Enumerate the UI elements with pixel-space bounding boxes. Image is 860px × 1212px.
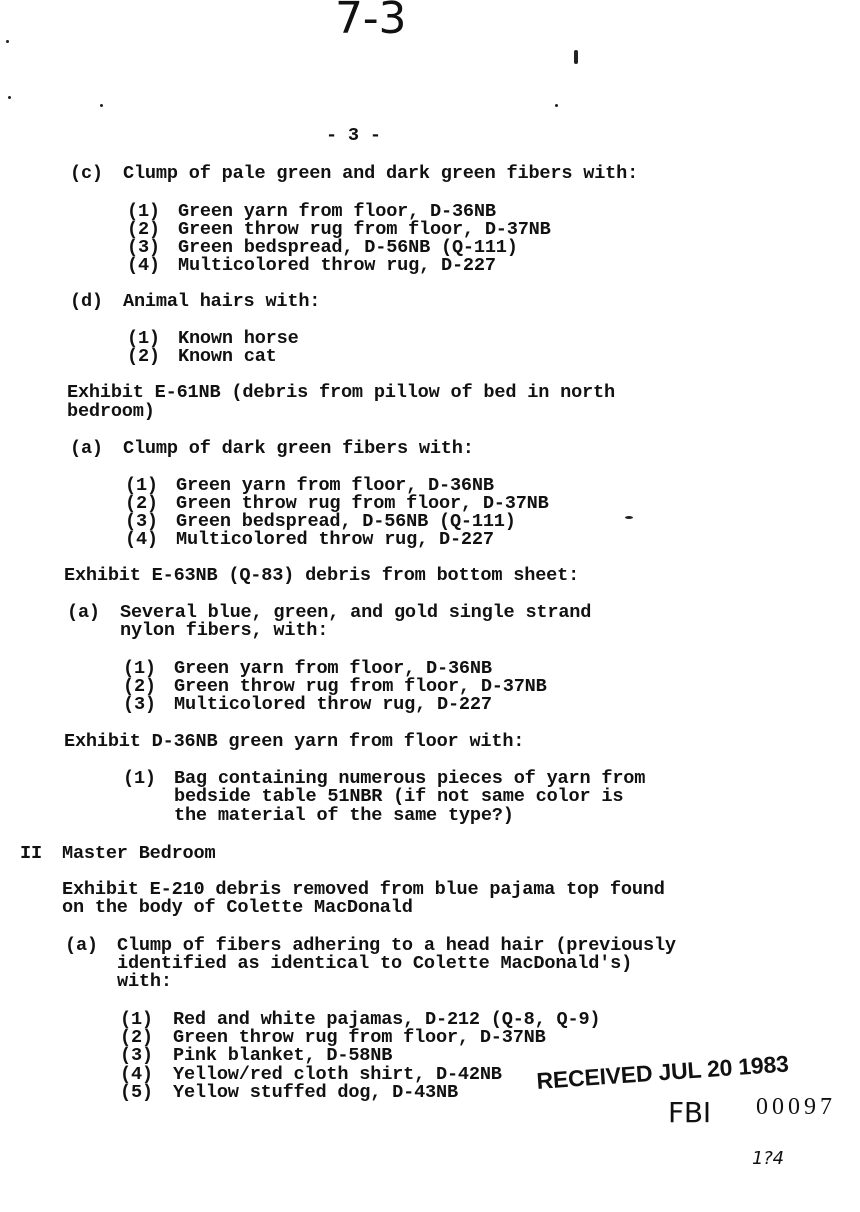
exhibit-heading: bedroom)	[67, 401, 155, 422]
list-item: Multicolored throw rug, D-227	[178, 255, 496, 276]
list-item: Bag containing numerous pieces of yarn from	[174, 768, 646, 789]
list-item: Green yarn from floor, D-36NB	[174, 658, 492, 679]
list-num: (3)	[127, 237, 160, 258]
item-text: Animal hairs with:	[123, 291, 321, 312]
speck	[100, 104, 103, 107]
item-label: (a)	[70, 438, 103, 459]
list-item: Green bedspread, D-56NB (Q-111)	[176, 511, 516, 532]
speck	[8, 96, 11, 99]
list-item: Green throw rug from floor, D-37NB	[174, 676, 547, 697]
list-item: Green throw rug from floor, D-37NB	[176, 493, 549, 514]
exhibit-heading: Exhibit E-61NB (debris from pillow of bed in north	[67, 382, 615, 403]
serial-number: 00097	[756, 1094, 836, 1120]
received-stamp: RECEIVED JUL 20 1983	[535, 1050, 790, 1094]
speck	[6, 40, 9, 43]
list-num: (1)	[123, 658, 156, 679]
list-num: (2)	[123, 676, 156, 697]
item-label: (c)	[70, 163, 103, 184]
speck	[625, 516, 633, 519]
list-item: Multicolored throw rug, D-227	[174, 694, 492, 715]
list-num: (3)	[125, 511, 158, 532]
list-num: (1)	[125, 475, 158, 496]
list-num: (2)	[120, 1027, 153, 1048]
item-label: (a)	[67, 602, 100, 623]
exhibit-heading: Exhibit E-63NB (Q-83) debris from bottom sheet:	[64, 565, 580, 586]
exhibit-heading: on the body of Colette MacDonald	[62, 897, 413, 918]
list-item: Yellow stuffed dog, D-43NB	[173, 1082, 458, 1103]
exhibit-heading: Exhibit E-210 debris removed from blue pajama top found	[62, 879, 665, 900]
list-num: (4)	[127, 255, 160, 276]
speck	[555, 104, 558, 107]
list-num: (4)	[125, 529, 158, 550]
list-num: (1)	[120, 1009, 153, 1030]
list-item: Red and white pajamas, D-212 (Q-8, Q-9)	[173, 1009, 601, 1030]
item-label: (d)	[70, 291, 103, 312]
list-num: (5)	[120, 1082, 153, 1103]
list-num: (2)	[127, 346, 160, 367]
list-num: (1)	[123, 768, 156, 789]
list-item: bedside table 51NBR (if not same color is	[174, 786, 624, 807]
list-item: Multicolored throw rug, D-227	[176, 529, 494, 550]
list-num: (3)	[120, 1045, 153, 1066]
item-text: nylon fibers, with:	[120, 620, 329, 641]
list-item: Green bedspread, D-56NB (Q-111)	[178, 237, 518, 258]
list-item: Green yarn from floor, D-36NB	[176, 475, 494, 496]
item-label: (a)	[65, 935, 98, 956]
list-num: (1)	[127, 328, 160, 349]
page-number: - 3 -	[326, 125, 381, 146]
speck	[574, 50, 578, 64]
list-num: (2)	[127, 219, 160, 240]
item-text: Several blue, green, and gold single strand	[120, 602, 592, 623]
fbi-mark: FBI	[668, 1096, 711, 1129]
list-item: Known cat	[178, 346, 277, 367]
handwritten-initials: 1?4	[752, 1148, 784, 1169]
list-item: Pink blanket, D-58NB	[173, 1045, 393, 1066]
list-item: Green throw rug from floor, D-37NB	[173, 1027, 546, 1048]
item-text: with:	[117, 971, 172, 992]
list-num: (1)	[127, 201, 160, 222]
section-title: Master Bedroom	[62, 843, 216, 864]
item-text: identified as identical to Colette MacDonald's)	[117, 953, 633, 974]
item-text: Clump of dark green fibers with:	[123, 438, 474, 459]
list-item: Yellow/red cloth shirt, D-42NB	[173, 1064, 502, 1085]
handwritten-page-mark: 7-3	[335, 0, 407, 44]
exhibit-heading: Exhibit D-36NB green yarn from floor with:	[64, 731, 525, 752]
list-num: (2)	[125, 493, 158, 514]
list-num: (4)	[120, 1064, 153, 1085]
list-item: Green yarn from floor, D-36NB	[178, 201, 496, 222]
list-item: Green throw rug from floor, D-37NB	[178, 219, 551, 240]
list-item: Known horse	[178, 328, 299, 349]
item-text: Clump of fibers adhering to a head hair (previously	[117, 935, 676, 956]
list-item: the material of the same type?)	[174, 805, 514, 826]
item-text: Clump of pale green and dark green fibers with:	[123, 163, 639, 184]
list-num: (3)	[123, 694, 156, 715]
section-numeral: II	[20, 843, 42, 864]
